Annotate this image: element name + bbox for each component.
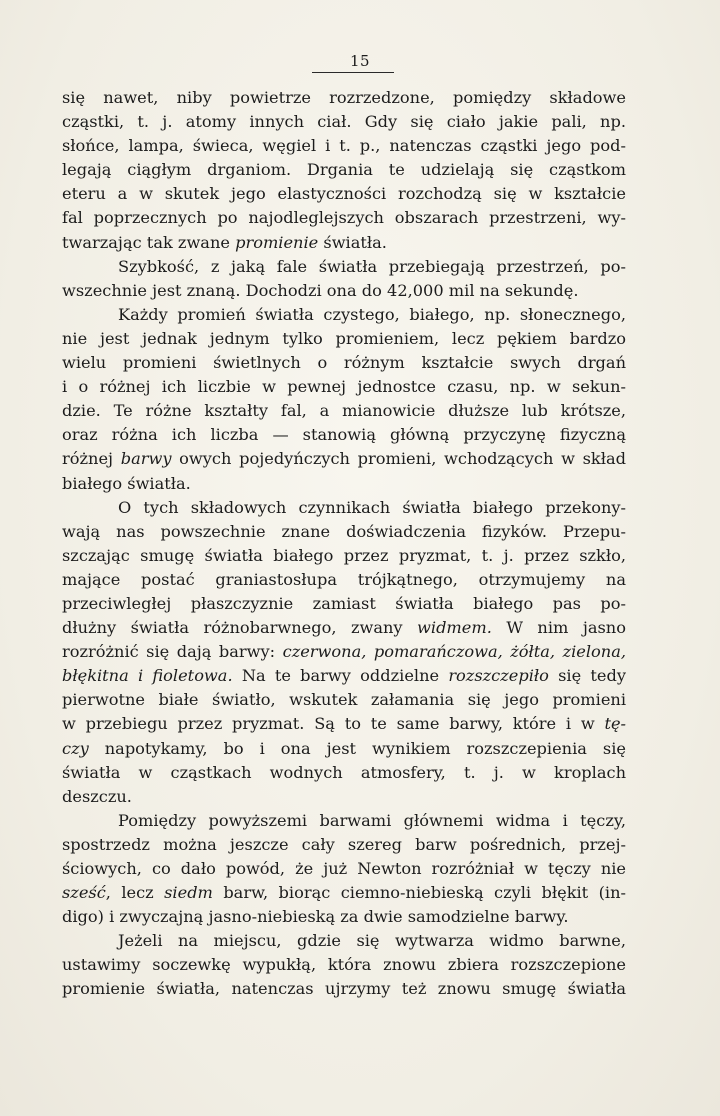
text-segment: szczając smugę światła białego przez pryzmat, t. j. przez szkło, (62, 545, 626, 565)
text-segment: Pomiędzy powyższemi barwami głównemi widma i tęczy, (118, 810, 626, 830)
text-segment: promienie światła, natenczas ujrzymy też znowu smugę światła (62, 979, 626, 999)
text-line (62, 110, 626, 134)
text-segment: nie jest jednak jednym tylko promieniem, lecz pękiem bardzo (62, 328, 626, 348)
text-segment: O tych składowych czynnikach światła białego przekony- (118, 497, 626, 517)
text-segment: , lecz (105, 883, 165, 903)
text-line (62, 447, 626, 471)
text-line (62, 881, 626, 905)
text-line (62, 857, 626, 881)
text-segment: Na te barwy oddzielne (232, 666, 449, 686)
italic-term: widmem. (417, 618, 492, 638)
text-segment: legają ciągłym drganiom. Drgania te udzielają się cząstkom (62, 160, 626, 180)
text-line (62, 134, 626, 158)
text-line (62, 206, 626, 230)
italic-term: promienie (235, 232, 319, 252)
text-segment: deszczu. (62, 786, 132, 806)
paragraph (62, 86, 626, 255)
text-line (62, 905, 626, 929)
text-segment: Jeżeli na miejscu, gdzie się wytwarza widmo barwne, (118, 931, 626, 951)
italic-term: czerwona, pomarańczowa, żółta, zielona, (282, 642, 627, 662)
text-segment: się tedy (548, 666, 626, 686)
text-line (62, 664, 626, 688)
text-line (62, 423, 626, 447)
text-segment: ściowych, co dało powód, że już Newton rozróżniał w tęczy nie (62, 859, 626, 878)
text-line (62, 255, 626, 279)
paragraph (62, 496, 626, 809)
text-segment: Szybkość, z jaką fale światła przebiegają przestrzeń, po- (118, 256, 626, 276)
paragraph (62, 809, 626, 929)
text-segment: się nawet, niby powietrze rozrzedzone, pomiędzy składowe (62, 88, 626, 107)
text-line (62, 544, 626, 568)
text-line (62, 303, 626, 327)
text-line (62, 977, 626, 1001)
text-segment: w przebiegu przez pryzmat. Są to te same barwy, które i w (62, 714, 605, 734)
text-segment: wszechnie jest znaną. Dochodzi ona do 42,000 mil na sekundę. (62, 280, 579, 300)
text-segment: wają nas powszechnie znane doświadczenia fizyków. Przepu- (62, 521, 626, 541)
text-segment: fal poprzecznych po najodleglejszych obszarach przestrzeni, wy- (62, 208, 626, 228)
text-line (62, 761, 626, 785)
text-line (62, 929, 626, 953)
paragraph (62, 303, 626, 496)
paragraph (62, 929, 626, 1001)
text-line (62, 520, 626, 544)
text-segment: słońce, lampa, świeca, węgiel i t. p., natenczas cząstki jego pod- (62, 136, 626, 156)
text-line (62, 158, 626, 182)
text-segment: napotykamy, bo i ona jest wynikiem rozszczepienia się (88, 738, 626, 758)
italic-term: barwy (120, 449, 172, 469)
text-segment: pierwotne białe światło, wskutek załamania się jego promieni (62, 690, 626, 710)
text-segment: białego światła. (62, 473, 191, 493)
text-line (62, 86, 626, 110)
text-line (62, 327, 626, 351)
text-line (62, 785, 626, 809)
text-segment: digo) i zwyczajną jasno-niebieską za dwie samodzielne barwy. (62, 907, 569, 927)
text-segment: oraz różna ich liczba — stanowią główną przyczynę fizyczną (62, 425, 626, 445)
text-segment: dzie. Te różne kształty fal, a mianowicie dłuższe lub krótsze, (62, 401, 626, 421)
text-segment: twarzając tak zwane (62, 232, 236, 252)
italic-term: sześć (62, 883, 106, 903)
text-segment: i o różnej ich liczbie w pewnej jednostce czasu, np. w sekun- (62, 377, 626, 397)
text-line (62, 399, 626, 423)
text-segment: rozróżnić się dają barwy: (62, 642, 283, 662)
text-line (62, 231, 626, 255)
text-line (62, 809, 626, 833)
italic-term: tę- (604, 714, 626, 734)
text-line (62, 688, 626, 712)
body-text (62, 86, 626, 1002)
text-line (62, 833, 626, 857)
page-number-rule (312, 72, 394, 73)
text-line (62, 496, 626, 520)
text-line (62, 472, 626, 496)
text-line (62, 375, 626, 399)
italic-term: błękitna i fioletowa. (62, 666, 233, 686)
text-segment: Każdy promień światła czystego, białego, np. słonecznego, (118, 304, 626, 324)
text-line (62, 712, 626, 736)
text-line (62, 351, 626, 375)
italic-term: czy (62, 738, 89, 758)
text-segment: mające postać graniastosłupa trójkątnego, otrzymujemy na (62, 569, 626, 589)
text-line (62, 568, 626, 592)
text-line (62, 182, 626, 206)
text-segment: wielu promieni świetlnych o różnym kształcie swych drgań (62, 353, 626, 373)
text-line (62, 592, 626, 616)
page-number: 15 (349, 52, 371, 70)
text-segment: dłużny światła różnobarwnego, zwany (62, 618, 418, 638)
text-segment: eteru a w skutek jego elastyczności rozchodzą się w kształcie (62, 184, 626, 204)
text-line (62, 279, 626, 303)
text-segment: cząstki, t. j. atomy innych ciał. Gdy się ciało jakie pali, np. (62, 112, 626, 132)
text-segment: barw, biorąc ciemno-niebieską czyli błękit (in- (212, 883, 626, 903)
text-segment: spostrzedz można jeszcze cały szereg barw pośrednich, przej- (62, 834, 626, 854)
italic-term: rozszczepiło (448, 666, 549, 686)
text-line (62, 640, 626, 664)
text-segment: owych pojedyńczych promieni, wchodzących w skład (171, 449, 626, 469)
text-segment: światła w cząstkach wodnych atmosfery, t. j. w kroplach (62, 762, 626, 782)
text-segment: różnej (62, 449, 121, 469)
text-line (62, 737, 626, 761)
text-segment: ustawimy soczewkę wypukłą, która znowu zbiera rozszczepione (62, 955, 626, 975)
text-line (62, 953, 626, 977)
paragraph (62, 255, 626, 303)
text-segment: W nim jasno (491, 618, 626, 638)
text-line (62, 616, 626, 640)
text-segment: światła. (318, 232, 387, 252)
italic-term: siedm (164, 883, 213, 903)
text-segment: przeciwległej płaszczyznie zamiast światła białego pas po- (62, 593, 626, 613)
